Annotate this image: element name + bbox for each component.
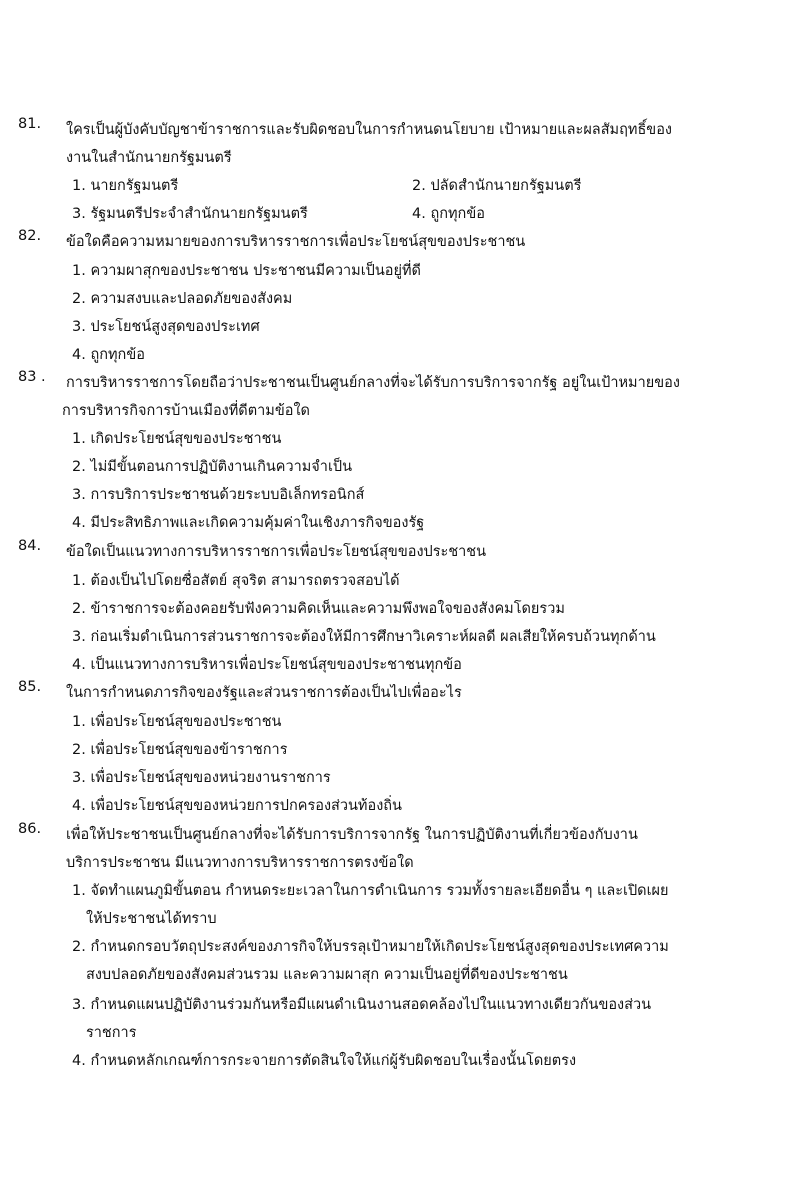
option-text-continued: ราชการ (86, 1025, 137, 1041)
option-text-continued: ให้ประชาชนได้ทราบ (86, 911, 217, 927)
question-text (66, 228, 766, 256)
option-4 (72, 1047, 762, 1075)
question-line: การบริหารราชการโดยถือว่าประชาชนเป็นศูนย์กลางที่จะได้รับการบริการจากรัฐ อยู่ในเป้าหมายของ (66, 375, 680, 391)
option-4: 4. ถูกทุกข้อ (412, 206, 485, 222)
option-1: 1. เพื่อประโยชน์สุขของประชาชน (72, 714, 282, 730)
question-line: เพื่อให้ประชาชนเป็นศูนย์กลางที่จะได้รับการบริการจากรัฐ ในการปฏิบัติงานที่เกี่ยวข้องกับงาน (66, 827, 638, 843)
question-text (66, 538, 766, 566)
option-4: 4. มีประสิทธิภาพและเกิดความคุ้มค่าในเชิงภารกิจของรัฐ (72, 515, 425, 531)
question-line: ข้อใดคือความหมายของการบริหารราชการเพื่อประโยชน์สุขของประชาชน (66, 234, 526, 250)
option-1 (72, 877, 762, 933)
question-number: 85. (18, 679, 42, 695)
option-1: 1. นายกรัฐมนตรี (72, 178, 179, 194)
option-3 (72, 991, 762, 1047)
option-1: 1. ความผาสุกของประชาชน ประชาชนมีความเป็นอยู่ที่ดี (72, 263, 421, 279)
option-text-continued: สงบปลอดภัยของสังคมส่วนรวม และความผาสุก ความเป็นอยู่ที่ดีของประชาชน (86, 967, 568, 983)
option-2: 2. ปลัดสำนักนายกรัฐมนตรี (412, 178, 582, 194)
option-3: 3. ประโยชน์สูงสุดของประเทศ (72, 319, 260, 335)
option-2: 2. ข้าราชการจะต้องคอยรับฟังความคิดเห็นและความพึงพอใจของสังคมโดยรวม (72, 601, 565, 617)
option-3: 3. การบริการประชาชนด้วยระบบอิเล็กทรอนิกส์ (72, 487, 365, 503)
question-text (66, 116, 766, 172)
question-line: ในการกำหนดภารกิจของรัฐและส่วนราชการต้องเป็นไปเพื่ออะไร (66, 685, 462, 701)
option-2: 2. ไม่มีขั้นตอนการปฏิบัติงานเกินความจำเป็น (72, 459, 353, 475)
option-text: 2. กำหนดกรอบวัตถุประสงค์ของภารกิจให้บรรลุเป้าหมายให้เกิดประโยชน์สูงสุดของประเทศความ (72, 939, 669, 955)
option-1: 1. เกิดประโยชน์สุขของประชาชน (72, 431, 282, 447)
option-3: 3. ก่อนเริ่มดำเนินการส่วนราชการจะต้องให้มีการศึกษาวิเคราะห์ผลดี ผลเสียให้ครบถ้วนทุกด้าน (72, 629, 656, 645)
option-text: 4. กำหนดหลักเกณฑ์การกระจายการตัดสินใจให้แก่ผู้รับผิดชอบในเรื่องนั้นโดยตรง (72, 1053, 577, 1069)
option-text: 3. กำหนดแผนปฏิบัติงานร่วมกันหรือมีแผนดำเนินงานสอดคล้องไปในแนวทางเดียวกันของส่วน (72, 997, 652, 1013)
question-line: ข้อใดเป็นแนวทางการบริหารราชการเพื่อประโยชน์สุขของประชาชน (66, 544, 487, 560)
option-4: 4. ถูกทุกข้อ (72, 347, 145, 363)
option-text: 1. จัดทำแผนภูมิขั้นตอน กำหนดระยะเวลาในการดำเนินการ รวมทั้งรายละเอียดอื่น ๆ และเปิดเผย (72, 883, 669, 899)
question-text (66, 821, 766, 877)
question-line: การบริหารกิจการบ้านเมืองที่ดีตามข้อใด (62, 403, 310, 419)
question-number: 86. (18, 821, 42, 837)
question-text (62, 369, 766, 425)
option-4: 4. เป็นแนวทางการบริหารเพื่อประโยชน์สุขของประชาชนทุกข้อ (72, 657, 462, 673)
option-3: 3. เพื่อประโยชน์สุขของหน่วยงานราชการ (72, 770, 331, 786)
option-2: 2. ความสงบและปลอดภัยของสังคม (72, 291, 293, 307)
question-number: 81. (18, 116, 42, 132)
question-line: งานในสำนักนายกรัฐมนตรี (66, 150, 232, 166)
question-number: 84. (18, 538, 42, 554)
question-line: บริการประชาชน มีแนวทางการบริหารราชการตรงข้อใด (66, 855, 414, 871)
option-1: 1. ต้องเป็นไปโดยซื่อสัตย์ สุจริต สามารถตรวจสอบได้ (72, 573, 400, 589)
question-text (66, 679, 766, 707)
question-line: ใครเป็นผู้บังคับบัญชาข้าราชการและรับผิดชอบในการกำหนดนโยบาย เป้าหมายและผลสัมฤทธิ์ของ (66, 122, 672, 138)
question-number: 82. (18, 228, 42, 244)
option-2 (72, 933, 762, 989)
option-3: 3. รัฐมนตรีประจำสำนักนายกรัฐมนตรี (72, 206, 308, 222)
question-number: 83 . (18, 369, 46, 385)
option-4: 4. เพื่อประโยชน์สุขของหน่วยการปกครองส่วนท้องถิ่น (72, 798, 402, 814)
option-2: 2. เพื่อประโยชน์สุขของข้าราชการ (72, 742, 288, 758)
